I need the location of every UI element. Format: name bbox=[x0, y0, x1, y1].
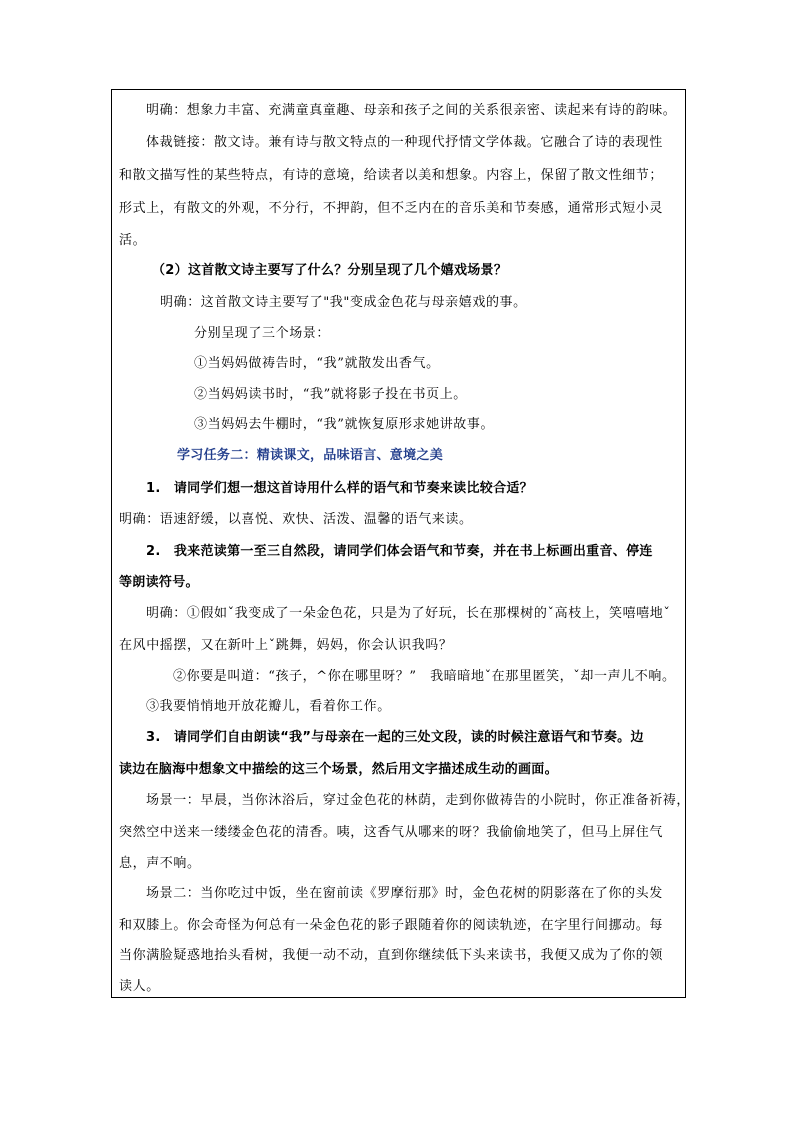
question-2: （2）这首散文诗主要写了什么？分别呈现了几个嬉戏场景？ bbox=[152, 263, 508, 278]
question-3-line-2: 读边在脑海中想象文中描绘的这三个场景，然后用文字描述成生动的画面。 bbox=[119, 762, 558, 777]
scene-one-line-1: 场景一：早晨，当你沐浴后，穿过金色花的林荫，走到你做祷告的小院时，你正准备祈祷， bbox=[146, 793, 691, 808]
genre-link-line-1: 体裁链接：散文诗。兼有诗与散文特点的一种现代抒情文学体裁。它融合了诗的表现性 bbox=[146, 135, 663, 150]
answer-1: 明确：语速舒缓，以喜悦、欢快、活泼、温馨的语气来读。 bbox=[119, 512, 473, 527]
scene-two-line-2: 和双膝上。你会奇怪为何总有一朵金色花的影子跟随着你的阅读轨迹，在字里行间挪动。每 bbox=[119, 918, 664, 933]
question-1: 1. 请同学们想一想这首诗用什么样的语气和节奏来读比较合适？ bbox=[146, 481, 533, 496]
answer-paragraph: 明确：想象力丰富、充满童真童趣、母亲和孩子之间的关系很亲密、读起来有诗的韵味。 bbox=[146, 103, 677, 118]
question-2b-line-2: 等朗读符号。 bbox=[119, 575, 199, 590]
scene-two-line-4: 读人。 bbox=[119, 979, 160, 994]
genre-link-line-3: 形式上，有散文的外观，不分行，不押韵，但不乏内在的音乐美和节奏感，通常形式短小灵 bbox=[119, 201, 664, 216]
scenes-intro: 分别呈现了三个场景： bbox=[194, 326, 331, 341]
answer-2: 明确：这首散文诗主要写了"我"变成金色花与母亲嬉戏的事。 bbox=[160, 295, 527, 310]
reading-mark-line-1: 明确：①假如ˇ我变成了一朵金色花，只是为了好玩，长在那棵树的ˇ高枝上，笑嘻嘻地ˇ bbox=[146, 606, 671, 621]
scene-two-line-1: 场景二：当你吃过中饭，坐在窗前读《罗摩衍那》时，金色花树的阴影落在了你的头发 bbox=[146, 886, 663, 901]
scene-one-line-2: 突然空中送来一缕缕金色花的清香。咦，这香气从哪来的呀？我偷偷地笑了，但马上屏住气 bbox=[119, 825, 664, 840]
reading-mark-line-2: 在风中摇摆，又在新叶上ˇ跳舞，妈妈，你会认识我吗？ bbox=[119, 638, 453, 653]
genre-link-line-2: 和散文描写性的某些特点，有诗的意境，给读者以美和想象。内容上，保留了散文性细节； bbox=[119, 168, 664, 183]
genre-link-line-4: 活。 bbox=[119, 233, 147, 248]
reading-mark-line-3: ②你要是叫道：“孩子，^你在哪里呀？” 我暗暗地ˇ在那里匿笑，ˇ却一声儿不响。 bbox=[173, 669, 676, 684]
scene-item-3: ③当妈妈去牛棚时，“我”就恢复原形求她讲故事。 bbox=[194, 417, 495, 432]
task-heading-2: 学习任务二：精读课文，品味语言、意境之美 bbox=[177, 448, 444, 463]
question-3-line-1: 3. 请同学们自由朗读“我”与母亲在一起的三处文段，读的时候注意语气和节奏。边 bbox=[146, 730, 644, 745]
scene-two-line-3: 当你满脸疑惑地抬头看树，我便一动不动，直到你继续低下头来读书，我便又成为了你的领 bbox=[119, 948, 664, 963]
question-2b-line-1: 2. 我来范读第一至三自然段，请同学们体会语气和节奏，并在书上标画出重音、停连 bbox=[146, 544, 653, 559]
scene-item-2: ②当妈妈读书时，“我”就将影子投在书页上。 bbox=[194, 387, 467, 402]
scene-one-line-3: 息，声不响。 bbox=[119, 856, 201, 871]
reading-mark-line-4: ③我要悄悄地开放花瓣儿，看着你工作。 bbox=[146, 699, 391, 714]
scene-item-1: ①当妈妈做祷告时，“我”就散发出香气。 bbox=[194, 356, 440, 371]
